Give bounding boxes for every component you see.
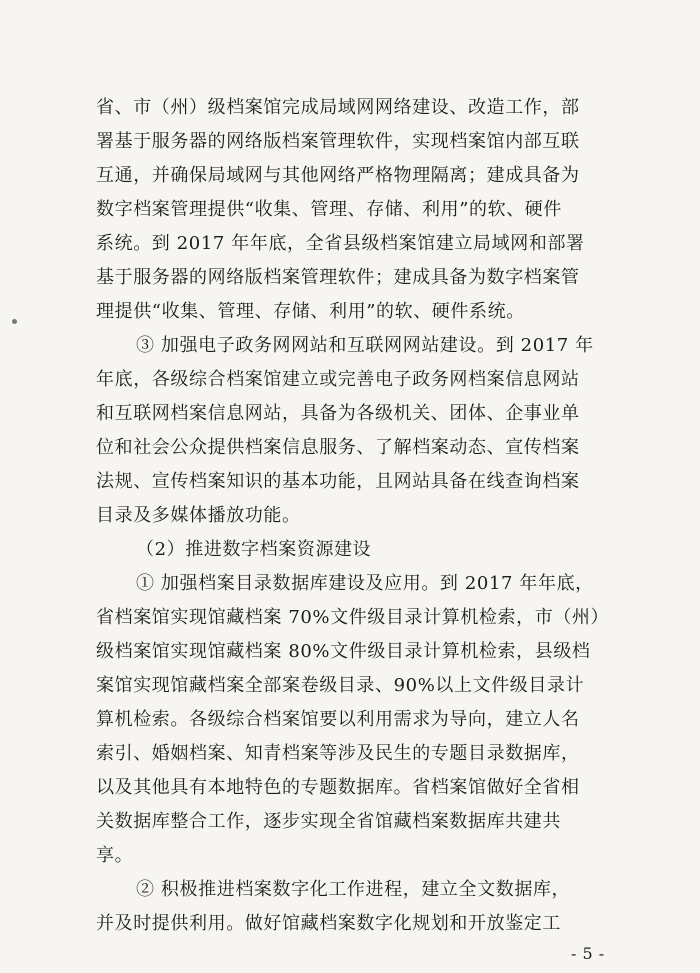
text-line-17: 级档案馆实现馆藏档案 80%文件级目录计算机检索，县级档	[96, 641, 591, 662]
text-line-22: 关数据库整合工作，逐步实现全省馆藏档案数据库共建共	[96, 811, 561, 832]
text-line-8: ③ 加强电子政务网网站和互联网网站建设。到 2017 年	[136, 335, 594, 356]
text-line-9: 年底，各级综合档案馆建立或完善电子政务网档案信息网站	[96, 369, 580, 390]
text-line-15: ① 加强档案目录数据库建设及应用。到 2017 年年底，	[136, 573, 594, 594]
text-line-19: 算机检索。各级综合档案馆要以利用需求为导向，建立人名	[96, 709, 580, 730]
text-line-4: 数字档案管理提供“收集、管理、存储、利用”的软、硬件	[96, 199, 563, 220]
text-line-18: 案馆实现馆藏档案全部案卷级目录、90%以上文件级目录计	[96, 675, 585, 696]
text-line-5: 系统。到 2017 年年底，全省县级档案馆建立局域网和部署	[96, 233, 585, 254]
text-line-25: 并及时提供利用。做好馆藏档案数字化规划和开放鉴定工	[96, 913, 561, 934]
text-line-12: 法规、宣传档案知识的基本功能，且网站具备在线查询档案	[96, 471, 580, 492]
page-number: - 5 -	[571, 944, 605, 963]
text-line-13: 目录及多媒体播放功能。	[96, 505, 301, 526]
text-line-23: 享。	[96, 845, 134, 866]
text-line-3: 互通，并确保局域网与其他网络严格物理隔离；建成具备为	[96, 165, 580, 186]
text-line-11: 位和社会公众提供档案信息服务、了解档案动态、宣传档案	[96, 437, 580, 458]
text-line-24: ② 积极推进档案数字化工作进程，建立全文数据库，	[136, 879, 571, 900]
text-line-2: 署基于服务器的网络版档案管理软件，实现档案馆内部互联	[96, 131, 580, 152]
text-line-7: 理提供“收集、管理、存储、利用”的软、硬件系统。	[96, 301, 525, 322]
text-line-10: 和互联网档案信息网站，具备为各级机关、团体、企事业单	[96, 403, 580, 424]
text-line-6: 基于服务器的网络版档案管理软件；建成具备为数字档案管	[96, 267, 580, 288]
text-line-21: 以及其他具有本地特色的专题数据库。省档案馆做好全省相	[96, 777, 580, 798]
text-line-20: 索引、婚姻档案、知青档案等涉及民生的专题目录数据库，	[96, 743, 580, 764]
text-line-1: 省、市（州）级档案馆完成局域网网络建设、改造工作，部	[96, 97, 580, 118]
text-line-16: 省档案馆实现馆藏档案 70%文件级目录计算机检索，市（州）	[96, 607, 610, 628]
section-heading: （2）推进数字档案资源建设	[136, 539, 372, 560]
margin-mark	[12, 319, 17, 324]
